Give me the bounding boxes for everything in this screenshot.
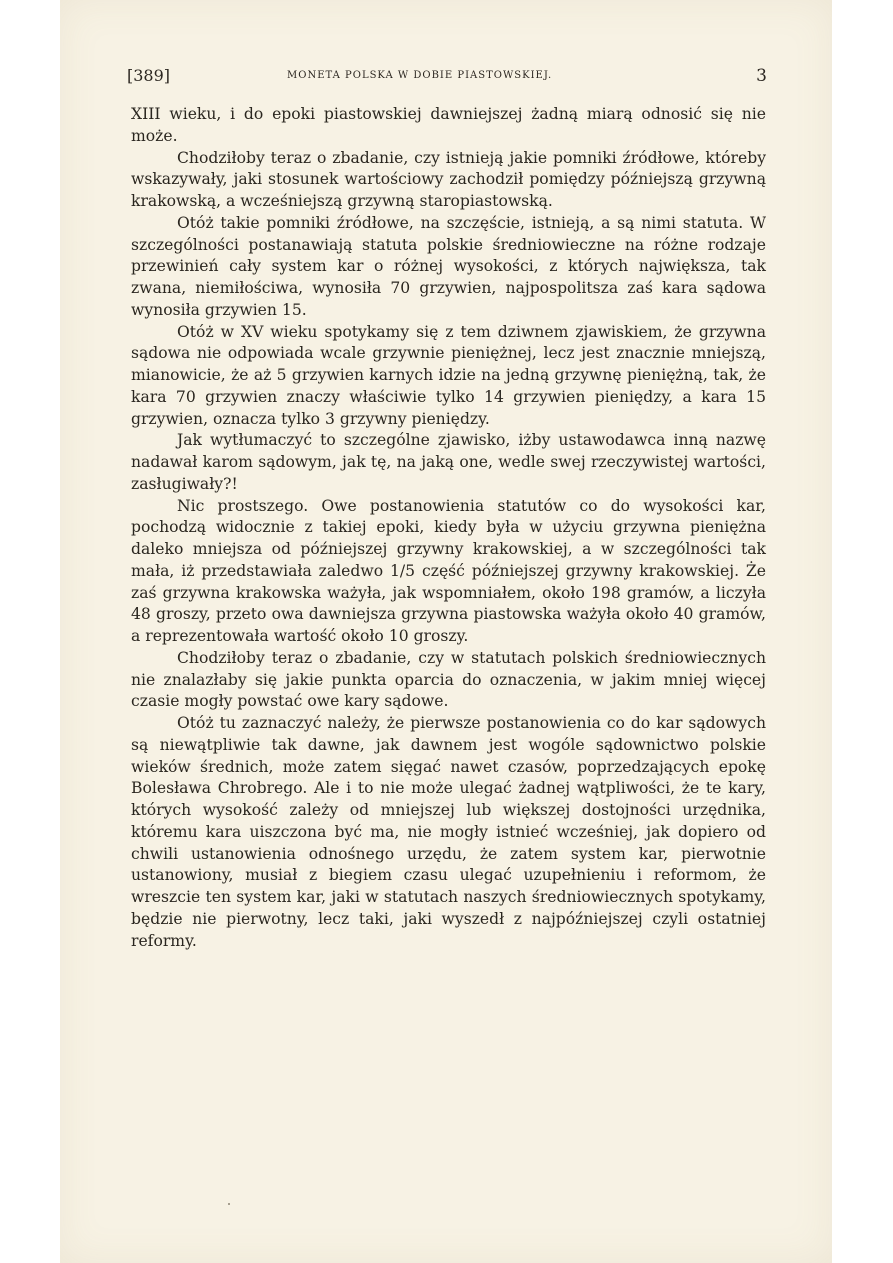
paragraph: Chodziłoby teraz o zbadanie, czy istnieją jakie pomniki źródłowe, któreby wskazywały, jaki stosunek wartościowy zachodził pomiędzy późniejszą grzywną krakowską, a wcześniejszą grzywną staropiastowską.: [131, 148, 766, 210]
paragraph: Jak wytłumaczyć to szczególne zjawisko, iżby ustawodawca inną nazwę nadawał karom sądowym, jak tę, na jaką one, wedle swej rzeczywistej wartości, zasługiwały?!: [131, 431, 766, 493]
page-number: [389]: [127, 66, 171, 85]
paragraph: Otóż takie pomniki źródłowe, na szczęście, istnieją, a są nimi statuta. W szczególności postanawiają statuta polskie średniowieczne na różne rodzaje przewinień cały system kar o różnej wysokości, z których największa, tak zwana, niemiłościwa, wynosiła 70 grzywien, najpospolitsza zaś kara sądowa wynosiła grzywien 15.: [131, 213, 766, 319]
ink-speck: [228, 1203, 230, 1205]
paragraph: Otóż w XV wieku spotykamy się z tem dziwnem zjawiskiem, że grzywna sądowa nie odpowiada wcale grzywnie pieniężnej, lecz jest znacznie mniejszą, mianowicie, że aż 5 grzywien karnych idzie na jedną grzywnę pieniężną, tak, że kara 70 grzywien znaczy właściwie tylko 14 grzywien pieniędzy, a kara 15 grzywien, oznacza tylko 3 grzywny pieniędzy.: [131, 322, 766, 428]
paragraph: Nic prostszego. Owe postanowienia statutów co do wysokości kar, pochodzą widocznie z takiej epoki, kiedy była w użyciu grzywna pieniężna daleko mniejsza od późniejszej grzywny krakowskiej, a w szczególności tak mała, iż przedstawiała zaledwo 1/5 część późniejszej grzywny krakowskiej. Że zaś grzywna krakowska ważyła, jak wspomniałem, około 198 gramów, a liczyła 48 groszy, przeto owa dawniejsza grzywna piastowska ważyła około 40 gramów, a reprezentowała wartość około 10 groszy.: [131, 496, 766, 645]
running-title: MONETA POLSKA W DOBIE PIASTOWSKIEJ.: [287, 70, 553, 81]
body-text: [131, 104, 766, 952]
page-header: [127, 62, 767, 86]
paragraph: Chodziłoby teraz o zbadanie, czy w statutach polskich średniowiecznych nie znalazłaby się jakie punkta oparcia do oznaczenia, w jakim mniej więcej czasie mogły powstać owe kary sądowe.: [131, 648, 766, 711]
paragraph: XIII wieku, i do epoki piastowskiej dawniejszej żadną miarą odnosić się nie może.: [131, 105, 766, 145]
leaf-number: 3: [756, 66, 767, 86]
paragraph: Otóż tu zaznaczyć należy, że pierwsze postanowienia co do kar sądowych są niewątpliwie tak dawne, jak dawnem jest wogóle sądownictwo polskie wieków średnich, może zatem sięgać nawet czasów, poprzedzających epokę Bolesława Chrobrego. Ale i to nie może ulegać żadnej wątpliwości, że te kary, których wysokość zależy od mniejszej lub większej dostojności urzędnika, któremu kara uiszczona być ma, nie mogły istnieć wcześniej, jak dopiero od chwili ustanowienia odnośnego urzędu, że zatem system kar, pierwotnie ustanowiony, musiał z biegiem czasu ulegać uzupełnieniu i reformom, że wreszcie ten system kar, jaki w statutach naszych średniowiecznych spotykamy, będzie nie pierwotny, lecz taki, jaki wyszedł z najpóźniejszej czyli ostatniej reformy.: [131, 714, 766, 950]
